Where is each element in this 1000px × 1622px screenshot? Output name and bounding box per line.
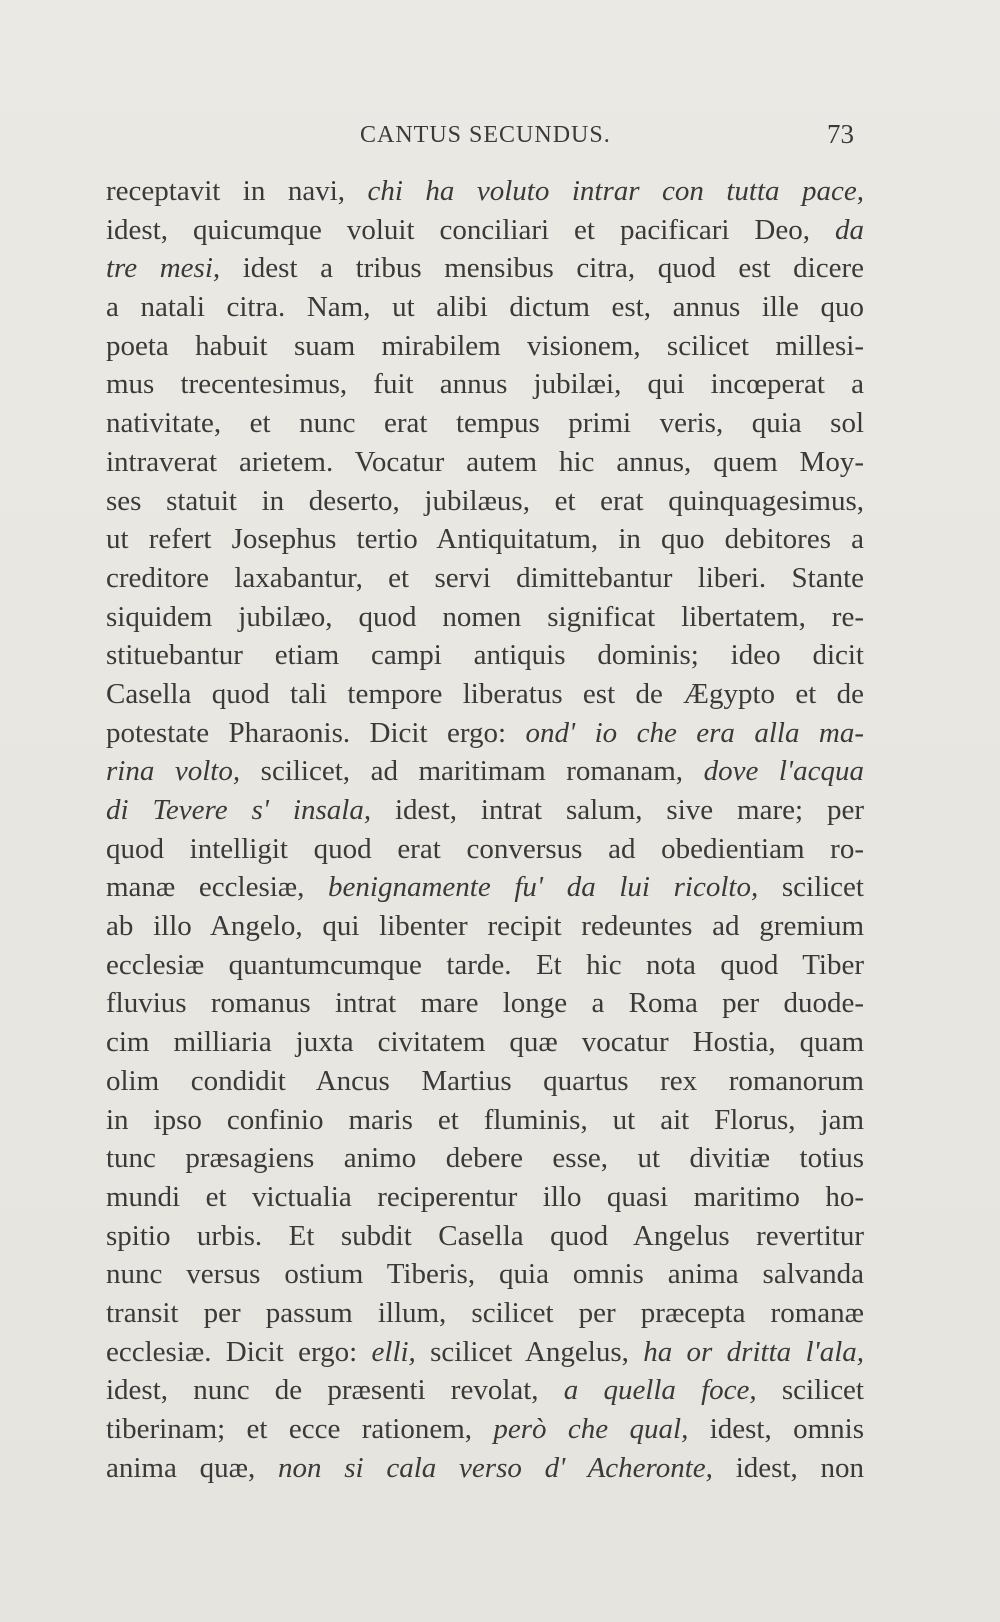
text-run: fluvius romanus intrat mare longe a Roma per duode-	[106, 987, 864, 1020]
text-line	[106, 172, 864, 211]
text-run: scilicet	[758, 871, 864, 904]
text-run: scilicet Angelus,	[415, 1335, 644, 1368]
text-run: mus trecentesimus, fuit annus jubilæi, qui incœperat a	[106, 368, 864, 401]
text-run: intraverat arietem. Vocatur autem hic annus, quem Moy-	[106, 445, 864, 478]
italic-quote: chi ha voluto intrar con tutta pace,	[367, 175, 864, 207]
text-run: idest, nunc de præsenti revolat,	[106, 1374, 564, 1407]
text-run: creditore laxabantur, et servi dimittebantur liberi. Stante	[106, 561, 864, 594]
text-line	[106, 443, 864, 482]
text-line	[106, 1023, 864, 1062]
italic-quote: benignamente fu' da lui ricolto,	[328, 871, 759, 904]
text-run: in ipso confinio maris et fluminis, ut ait Florus, jam	[106, 1103, 864, 1136]
text-line	[106, 520, 864, 559]
text-line	[106, 1371, 864, 1410]
italic-quote: elli,	[371, 1335, 416, 1368]
text-run: spitio urbis. Et subdit Casella quod Angelus revertitur	[106, 1219, 864, 1252]
text-run: potestate Pharaonis. Dicit ergo:	[106, 716, 526, 749]
text-run: nativitate, et nunc erat tempus primi veris, quia sol	[106, 407, 864, 440]
text-run: olim condidit Ancus Martius quartus rex romanorum	[106, 1064, 864, 1097]
text-run: idest, intrat salum, sive mare; per	[371, 794, 864, 826]
italic-quote: dove l'acqua	[703, 755, 864, 788]
text-run: ecclesiæ. Dicit ergo:	[106, 1335, 372, 1368]
text-line	[106, 1449, 864, 1488]
text-run: a natali citra. Nam, ut alibi dictum est, annus ille quo	[106, 291, 864, 324]
text-line	[106, 288, 864, 327]
italic-quote: a quella foce,	[563, 1374, 757, 1407]
text-line	[106, 675, 864, 714]
text-line	[106, 482, 864, 521]
text-run: nunc versus ostium Tiberis, quia omnis anima salvanda	[106, 1258, 864, 1291]
text-line	[106, 1294, 864, 1333]
text-run: mundi et victualia reciperentur illo quasi maritimo ho-	[106, 1180, 864, 1213]
italic-quote: da	[835, 213, 864, 246]
text-line	[106, 365, 864, 404]
text-line	[106, 636, 864, 675]
text-line	[106, 327, 864, 366]
text-line	[106, 1333, 864, 1372]
text-line	[106, 598, 864, 637]
text-line	[106, 868, 864, 907]
text-line	[106, 984, 864, 1023]
text-run: scilicet	[756, 1374, 864, 1407]
text-run: manæ ecclesiæ,	[106, 871, 329, 904]
text-run: ab illo Angelo, qui libenter recipit redeuntes ad gremium	[106, 910, 864, 943]
text-run: scilicet, ad maritimam romanam,	[240, 755, 704, 788]
text-line	[106, 1410, 864, 1449]
italic-quote: non si cala verso d' Acheronte,	[277, 1451, 713, 1484]
text-run: quod intelligit quod erat conversus ad obedientiam ro-	[106, 832, 864, 865]
text-line	[106, 1062, 864, 1101]
running-head	[0, 119, 1000, 152]
text-line	[106, 1217, 864, 1256]
page-number: 73	[827, 119, 854, 149]
text-run: idest, omnis	[688, 1413, 864, 1445]
text-run: stituebantur etiam campi antiquis dominis; ideo dicit	[106, 639, 864, 672]
text-line	[106, 559, 864, 598]
text-line	[106, 830, 864, 869]
text-line	[106, 907, 864, 946]
running-title: CANTUS SECUNDUS.	[360, 122, 611, 148]
text-run: ecclesiæ quantumcumque tarde. Et hic nota quod Tiber	[106, 948, 864, 981]
text-run: ut refert Josephus tertio Antiquitatum, in quo debitores a	[106, 523, 864, 556]
text-line	[106, 946, 864, 985]
text-line	[106, 1255, 864, 1294]
italic-quote: tre mesi,	[106, 252, 221, 285]
text-run: Casella quod tali tempore liberatus est de Ægypto et de	[106, 677, 864, 710]
text-line	[106, 791, 864, 830]
text-run: idest, quicumque voluit conciliari et pacificari Deo,	[106, 213, 835, 246]
italic-quote: però che qual,	[493, 1413, 689, 1445]
text-run: cim milliaria juxta civitatem quæ vocatur Hostia, quam	[106, 1026, 864, 1059]
text-run: anima quæ,	[106, 1451, 278, 1484]
text-line	[106, 714, 864, 753]
text-run: poeta habuit suam mirabilem visionem, scilicet millesi-	[106, 329, 864, 362]
text-line	[106, 404, 864, 443]
text-line	[106, 752, 864, 791]
text-line	[106, 1101, 864, 1140]
text-run: receptavit in navi,	[106, 175, 368, 207]
text-line	[106, 249, 864, 288]
text-line	[106, 1139, 864, 1178]
body-text	[106, 172, 864, 1487]
text-run: ses statuit in deserto, jubilæus, et erat quinquagesimus,	[106, 484, 864, 517]
text-run: siquidem jubilæo, quod nomen significat libertatem, re-	[106, 600, 864, 633]
text-run: idest a tribus mensibus citra, quod est dicere	[220, 252, 864, 285]
text-run: idest, non	[712, 1451, 864, 1484]
text-line	[106, 1178, 864, 1217]
text-run: tunc præsagiens animo debere esse, ut divitiæ totius	[106, 1142, 864, 1175]
italic-quote: rina volto,	[106, 755, 241, 788]
text-run: transit per passum illum, scilicet per præcepta romanæ	[106, 1296, 864, 1329]
italic-quote: ha or dritta l'ala,	[643, 1335, 864, 1368]
text-line	[106, 211, 864, 250]
italic-quote: di Tevere s' insala,	[106, 794, 372, 826]
italic-quote: ond' io che era alla ma-	[525, 716, 864, 749]
text-run: tiberinam; et ecce rationem,	[106, 1413, 494, 1445]
